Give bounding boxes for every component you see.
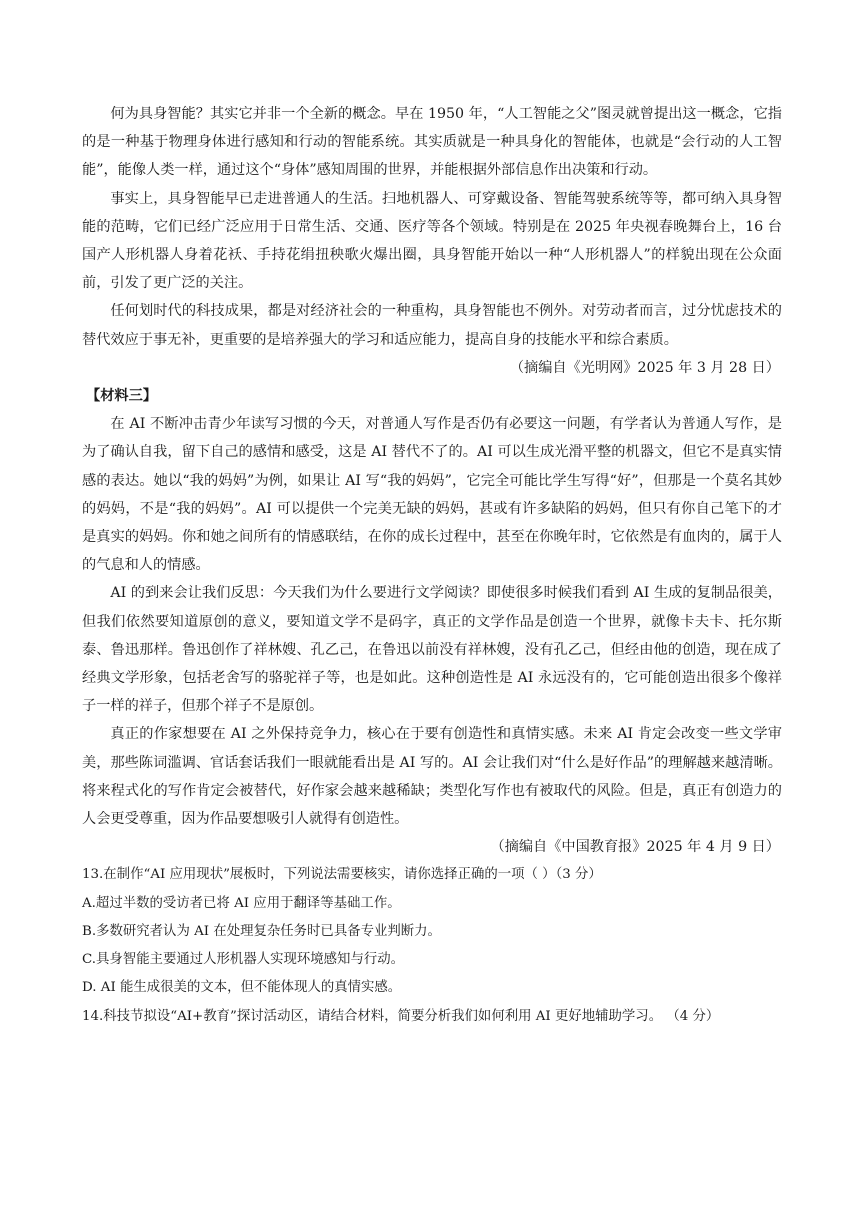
question-14-stem: 14.科技节拟设“AI+教育”探讨活动区，请结合材料，简要分析我们如何利用 AI 更好地辅助学习。 （4 分） [82, 1008, 720, 1024]
question-13-option-c: C.具身智能主要通过人形机器人实现环境感知与行动。 [82, 952, 405, 968]
material3-heading: 【材料三】 [86, 388, 157, 405]
question-13-option-d: D. AI 能生成很美的文本，但不能体现人的真情实感。 [82, 980, 402, 996]
material2-source: （摘编自《光明网》2025 年 3 月 28 日） [509, 359, 780, 376]
material2-paragraph-2: 事实上，具身智能早已走进普通人的生活。扫地机器人、可穿戴设备、智能驾驶系统等等，都可纳入具身智能的范畴，它们已经广泛应用于日常生活、交通、医疗等各个领域。特别是在 2025 年央视春晚舞台上，16 台国产人形机器人身着花袄、手持花绢扭秧歌火爆出圈，具身智能开始以一种“人形机器人”的样貌出现在公众面前，引发了更广泛的关注。 [82, 190, 782, 292]
material3-paragraph-2: AI 的到来会让我们反思：今天我们为什么要进行文学阅读？即使很多时候我们看到 AI 生成的复制品很美，但我们依然要知道原创的意义，要知道文学不是码字，真正的文学作品是创造一个世界，就像卡夫卡、托尔斯泰、鲁迅那样。鲁迅创作了祥林嫂、孔乙己，在鲁迅以前没有祥林嫂，没有孔乙己，但经由他的创造，现在成了经典文学形象，包括老舍写的骆驼祥子等，也是如此。这种创造性是 AI 永远没有的，它可能创造出很多个像祥子一样的祥子，但那个祥子不是原创。 [82, 585, 782, 715]
question-13-option-a: A.超过半数的受访者已将 AI 应用于翻译等基础工作。 [82, 895, 401, 911]
question-13-option-b: B.多数研究者认为 AI 在处理复杂任务时已具备专业判断力。 [82, 923, 441, 939]
material3-paragraph-3: 真正的作家想要在 AI 之外保持竞争力，核心在于要有创造性和真情实感。未来 AI 肯定会改变一些文学审美，那些陈词滥调、官话套话我们一眼就能看出是 AI 写的。AI 会让我们对“什么是好作品”的理解越来越清晰。将来程式化的写作肯定会被替代，好作家会越来越稀缺；类型化写作也有被取代的风险。但是，真正有创造力的人会更受尊重，因为作品要想吸引人就得有创造性。 [82, 726, 782, 828]
document-page [82, 100, 782, 1031]
question-13-stem: 13.在制作“AI 应用现状”展板时，下列说法需要核实，请你选择正确的一项（ ）（3 分） [82, 867, 602, 883]
material3-source: （摘编自《中国教育报》2025 年 4 月 9 日） [490, 839, 780, 856]
material3-paragraph-1: 在 AI 不断冲击青少年读写习惯的今天，对普通人写作是否仍有必要这一问题，有学者认为普通人写作，是为了确认自我，留下自己的感情和感受，这是 AI 替代不了的。AI 可以生成光滑平整的机器文，但它不是真实情感的表达。她以“我的妈妈”为例，如果让 AI 写“我的妈妈”，它完全可能比学生写得“好”，但那是一个莫名其妙的妈妈，不是“我的妈妈”。AI 可以提供一个完美无缺的妈妈，甚或有许多缺陷的妈妈，但只有你自己笔下的才是真实的妈妈。你和她之间所有的情感联结，在你的成长过程中，甚至在你晚年时，它依然是有血肉的，属于人的气息和人的情感。 [82, 416, 782, 574]
material2-paragraph-3: 任何划时代的科技成果，都是对经济社会的一种重构，具身智能也不例外。对劳动者而言，过分忧虑技术的替代效应于事无补，更重要的是培养强大的学习和适应能力，提高自身的技能水平和综合素质。 [82, 303, 782, 348]
material2-paragraph-1: 何为具身智能？其实它并非一个全新的概念。早在 1950 年，“人工智能之父”图灵就曾提出这一概念，它指的是一种基于物理身体进行感知和行动的智能系统。其实质就是一种具身化的智能体，也就是“会行动的人工智能”，能像人类一样，通过这个“身体”感知周围的世界，并能根据外部信息作出决策和行动。 [82, 106, 782, 179]
